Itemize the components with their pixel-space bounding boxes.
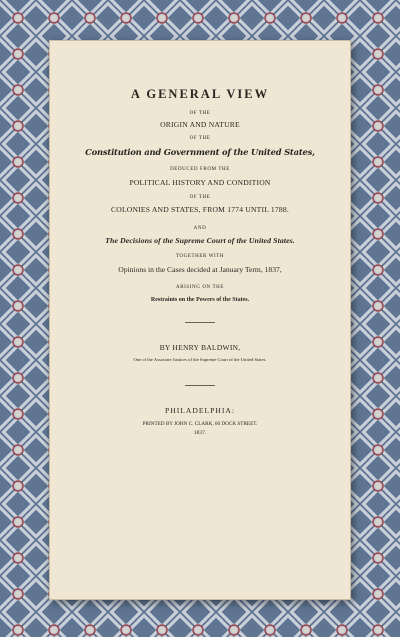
connector-deduced: DEDUCED FROM THE	[170, 167, 230, 172]
subtitle-opinions: Opinions in the Cases decided at January Term, 1837,	[118, 265, 282, 274]
author-name: BY HENRY BALDWIN,	[159, 343, 241, 352]
subtitle-decisions: The Decisions of the Supreme Court of the United States.	[105, 236, 295, 245]
connector-of-the-3: OF THE	[189, 195, 211, 200]
author-role: One of the Associate Justices of the Supreme Court of the United States.	[133, 357, 267, 362]
subtitle-political-history: POLITICAL HISTORY AND CONDITION	[129, 178, 271, 187]
connector-of-the-2: OF THE	[189, 136, 211, 141]
subtitle-restraints: Restraints on the Powers of the States.	[150, 297, 250, 303]
book-cover-page	[49, 40, 351, 600]
subtitle-constitution: Constitution and Government of the United States,	[85, 147, 315, 157]
imprint-year: 1837.	[193, 430, 207, 436]
subtitle-colonies: COLONIES AND STATES, FROM 1774 UNTIL 1788.	[111, 205, 289, 214]
imprint-city: PHILADELPHIA:	[165, 406, 235, 415]
connector-arising: ARISING ON THE	[175, 285, 225, 290]
connector-of-the-1: OF THE	[189, 111, 211, 116]
book-title: A GENERAL VIEW	[130, 87, 270, 101]
subtitle-origin: ORIGIN AND NATURE	[160, 120, 240, 129]
imprint-printer: PRINTED BY JOHN C. CLARK, 60 DOCK STREET.	[142, 421, 258, 427]
divider-rule-2	[185, 385, 215, 386]
connector-and: AND	[193, 226, 207, 231]
connector-together-with: TOGETHER WITH	[175, 254, 225, 259]
divider-rule-1	[185, 322, 215, 323]
